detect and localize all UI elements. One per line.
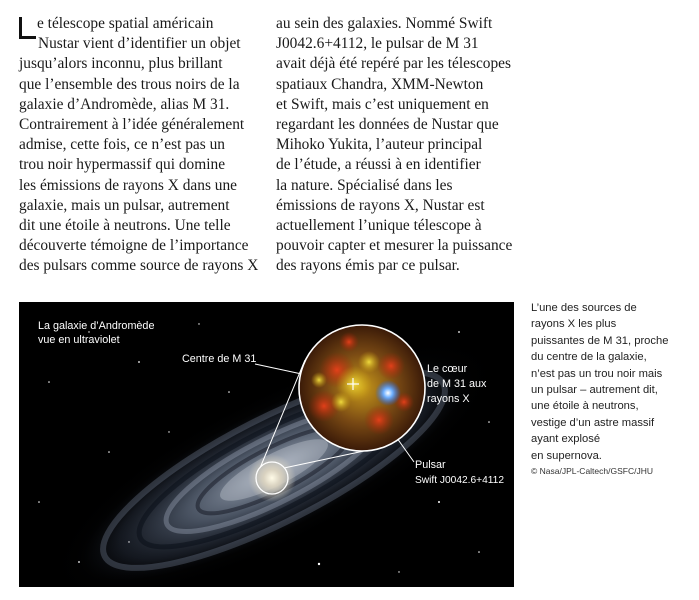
text-line: les émissions de rayons X dans une <box>19 176 238 194</box>
photo-credit: © Nasa/JPL-Caltech/GSFC/JHU <box>531 466 653 477</box>
label-core-line2: de M 31 aux <box>427 378 487 390</box>
article-column-left <box>19 14 259 277</box>
text-line: avait déjà été repéré par les télescopes <box>276 55 512 73</box>
figure-title-line2: vue en ultraviolet <box>38 334 120 346</box>
label-core-line1: Le cœur <box>427 363 468 375</box>
text-line: J0042.6+4112, le pulsar de M 31 <box>276 35 479 53</box>
text-line: Nustar vient d’identifier un objet <box>38 35 241 53</box>
caption-line: n’est pas un trou noir mais <box>531 367 663 380</box>
text-line: galaxie d’Andromède, alias M 31. <box>19 95 230 113</box>
caption-line: puissantes de M 31, proche <box>531 334 669 347</box>
caption-line: en supernova. <box>531 449 602 462</box>
text-line: pouvoir capter et mesurer la puissance <box>276 237 513 255</box>
caption-line: une étoile à neutrons, <box>531 400 639 413</box>
text-line: émissions de rayons X, Nustar est <box>276 196 485 214</box>
caption-line: du centre de la galaxie, <box>531 351 647 364</box>
text-line: la nature. Spécialisé dans les <box>276 176 453 194</box>
caption-line: un pulsar – autrement dit, <box>531 384 658 397</box>
caption-line: L’une des sources de <box>531 302 637 314</box>
text-line: Mihoko Yukita, l’auteur principal <box>276 136 483 154</box>
xray-inset <box>299 325 425 451</box>
andromeda-image <box>19 302 514 587</box>
text-line: trou noir hypermassif qui domine <box>19 156 226 174</box>
text-line: actuellement l’unique télescope à <box>276 217 482 235</box>
text-line: que l’ensemble des trous noirs de la <box>19 75 240 93</box>
text-line: dit une étoile à neutrons. Une telle <box>19 217 231 235</box>
text-line: jusqu’alors inconnu, plus brillant <box>19 55 223 73</box>
caption-line: vestige d’un astre massif <box>531 416 655 429</box>
text-line: des rayons émis par ce pulsar. <box>276 257 460 275</box>
text-line: et Swift, mais c’est uniquement en <box>276 95 489 113</box>
text-line: au sein des galaxies. Nommé Swift <box>276 15 493 32</box>
galaxy-core <box>248 454 296 502</box>
figure-title-line1: La galaxie d’Andromède <box>38 320 155 332</box>
figure-caption <box>531 300 696 477</box>
text-line: e télescope spatial américain <box>37 15 214 32</box>
label-pulsar-line2: Swift J0042.6+4112 <box>415 475 505 486</box>
text-line: Contrairement à l’idée généralement <box>19 116 245 134</box>
text-line: des pulsars comme source de rayons X <box>19 257 259 275</box>
text-line: admise, cette fois, ce n’est pas un <box>19 136 225 154</box>
caption-line: ayant explosé <box>531 433 601 446</box>
text-line: de l’étude, a réussi à en identifier <box>276 156 481 174</box>
text-line: spatiaux Chandra, XMM-Newton <box>276 75 484 93</box>
text-line: galaxie, mais un pulsar, autrement <box>19 196 230 214</box>
label-core-line3: rayons X <box>427 393 470 405</box>
article-column-right <box>276 14 521 277</box>
label-pulsar-line1: Pulsar <box>415 459 446 471</box>
andromeda-figure <box>19 302 514 587</box>
label-center: Centre de M 31 <box>182 353 257 365</box>
text-line: regardant les données de Nustar que <box>276 116 499 134</box>
pulsar-blue-dot <box>375 380 401 406</box>
caption-line: rayons X les plus <box>531 318 617 331</box>
text-line: découverte témoigne de l’importance <box>19 237 249 255</box>
